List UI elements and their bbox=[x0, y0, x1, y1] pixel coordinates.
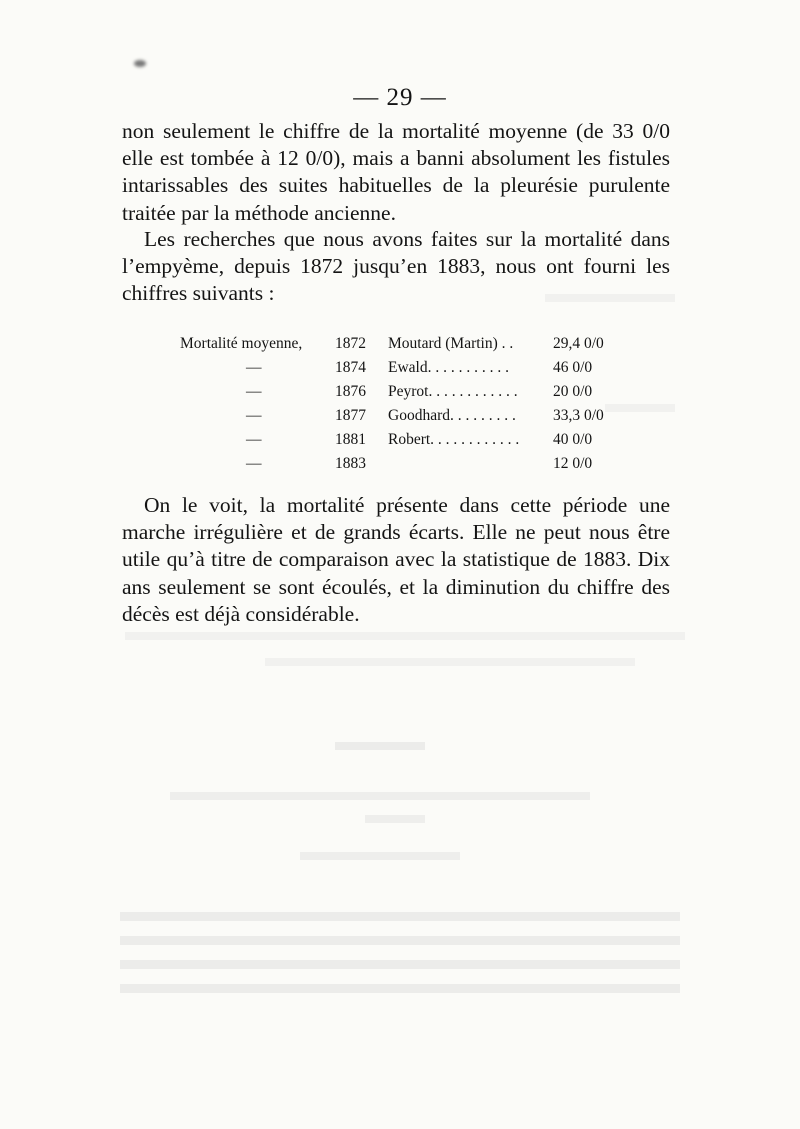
row-author: Moutard (Martin) . . bbox=[388, 335, 514, 352]
bleed-line bbox=[605, 404, 675, 412]
page-number: — 29 — bbox=[353, 84, 447, 111]
paragraph-conclusion: On le voit, la mortalité présente dans cette période une marche irrégulière et de grands écarts. Elle ne peut nous être utile qu’à titre de comparaison avec la statistique de 1883. Dix ans seulement se sont écoulés, et la diminution du chiffre des décès est déjà considérable. bbox=[122, 493, 670, 626]
row-label: — bbox=[246, 359, 262, 376]
row-label: — bbox=[246, 431, 262, 448]
row-rate: 46 0/0 bbox=[553, 359, 593, 376]
row-label: — bbox=[246, 407, 262, 424]
row-rate: 20 0/0 bbox=[553, 383, 593, 400]
row-year: 1881 bbox=[335, 431, 366, 448]
row-author: Robert. . . . . . . . . . . . bbox=[388, 431, 520, 448]
row-author: Goodhard. . . . . . . . . bbox=[388, 407, 516, 424]
bleed-line bbox=[120, 960, 680, 969]
row-rate: 40 0/0 bbox=[553, 431, 593, 448]
paragraph-research-intro: Les recherches que nous avons faites sur la mortalité dans l’empyème, depuis 1872 jusqu’en 1883, nous ont fourni les chiffres suivants : bbox=[122, 227, 670, 306]
row-author: Ewald. . . . . . . . . . . bbox=[388, 359, 509, 376]
table-row bbox=[180, 380, 620, 404]
row-label: — bbox=[246, 455, 262, 472]
bleed-line bbox=[545, 294, 675, 302]
table-row bbox=[180, 332, 620, 356]
row-label: Mortalité moyenne, bbox=[180, 335, 303, 352]
row-year: 1883 bbox=[335, 455, 366, 472]
table-row bbox=[180, 404, 620, 428]
row-rate: 33,3 0/0 bbox=[553, 407, 604, 424]
row-year: 1872 bbox=[335, 335, 366, 352]
row-rate: 12 0/0 bbox=[553, 455, 593, 472]
table-row bbox=[180, 452, 620, 476]
row-year: 1876 bbox=[335, 383, 366, 400]
bleed-line bbox=[265, 658, 635, 666]
ink-smudge bbox=[134, 60, 146, 67]
bleed-line bbox=[120, 912, 680, 921]
bleed-line bbox=[300, 852, 460, 860]
row-label: — bbox=[246, 383, 262, 400]
bleed-line bbox=[170, 792, 590, 800]
mortality-table bbox=[180, 332, 620, 476]
table-row bbox=[180, 356, 620, 380]
bleed-line bbox=[120, 984, 680, 993]
bleed-line bbox=[120, 936, 680, 945]
row-author: Peyrot. . . . . . . . . . . . bbox=[388, 383, 518, 400]
bleed-line bbox=[125, 632, 685, 640]
row-rate: 29,4 0/0 bbox=[553, 335, 604, 352]
paragraph-continuation: non seulement le chiffre de la mortalité moyenne (de 33 0/0 elle est tombée à 12 0/0), mais a banni absolument les fistules intarissables des suites habituelles de la pleurésie purulente traitée par la méthode ancienne. bbox=[122, 119, 670, 225]
bleed-line bbox=[365, 815, 425, 823]
table-row bbox=[180, 428, 620, 452]
bleed-line bbox=[335, 742, 425, 750]
row-year: 1874 bbox=[335, 359, 366, 376]
row-year: 1877 bbox=[335, 407, 366, 424]
